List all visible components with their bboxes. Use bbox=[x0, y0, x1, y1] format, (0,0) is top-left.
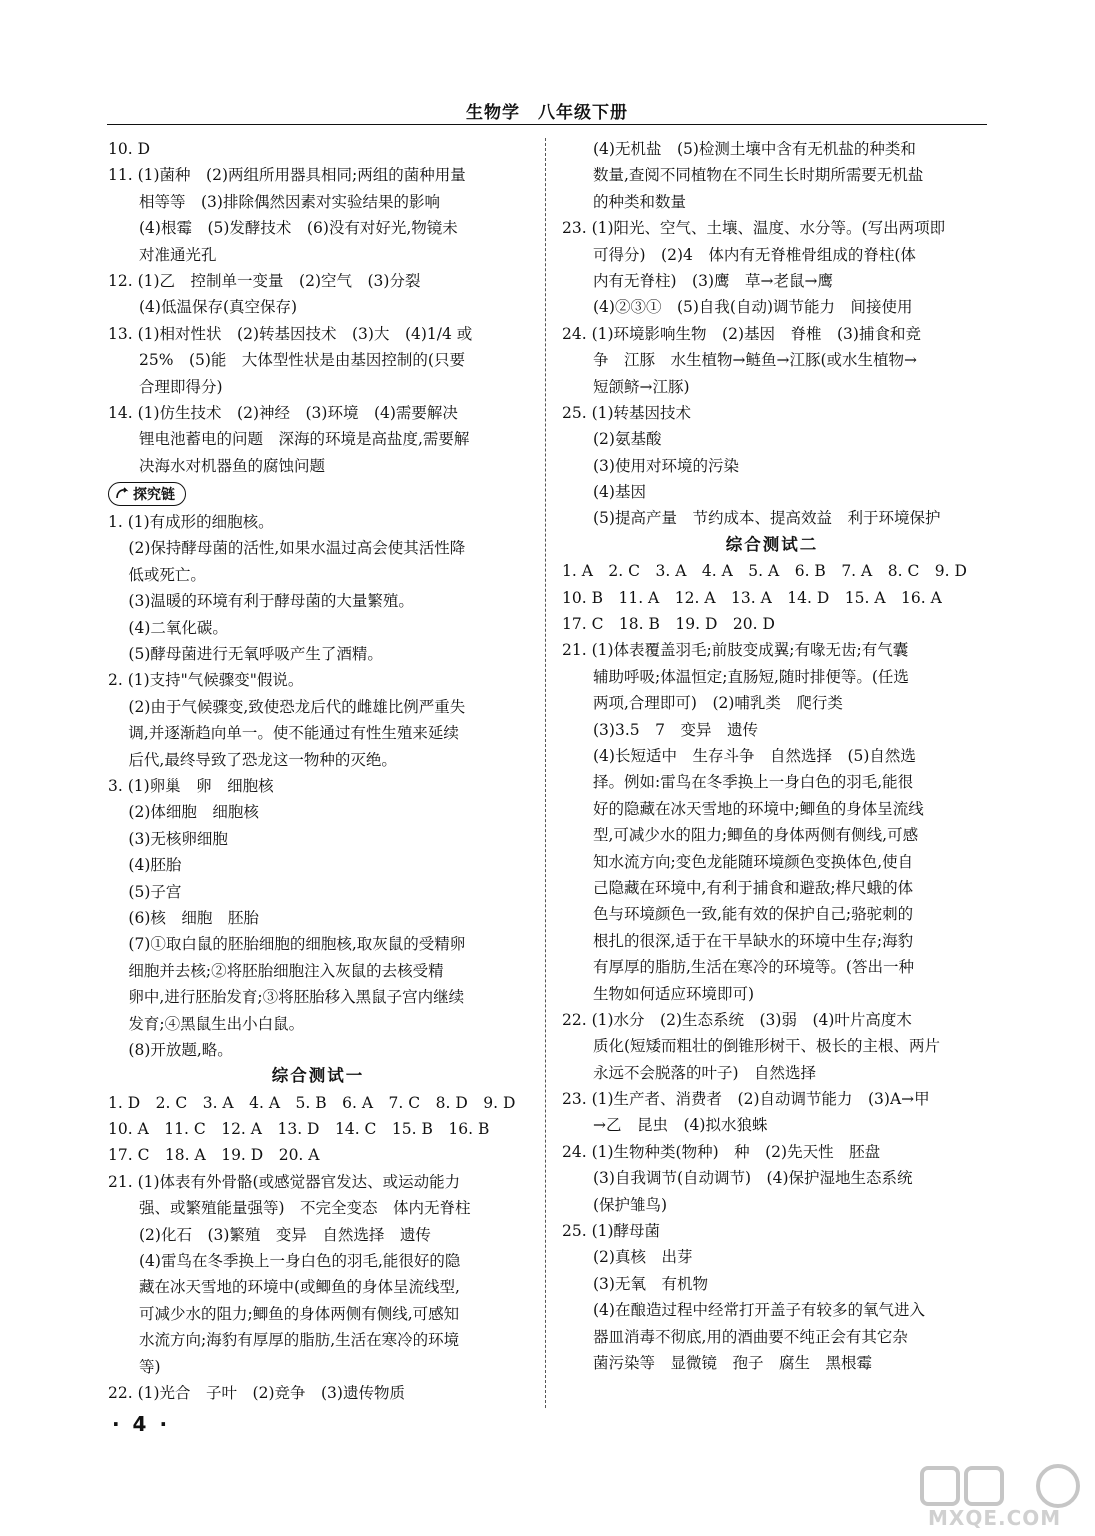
left-column bbox=[108, 136, 528, 1406]
answer-line: 的种类和数量 bbox=[562, 192, 687, 211]
answer-line: 21. (1)体表覆盖羽毛;前肢变成翼;有喙无齿;有气囊 bbox=[562, 641, 909, 660]
answer-line: 22. (1)水分 (2)生态系统 (3)弱 (4)叶片高度木 bbox=[562, 1010, 912, 1029]
answer-line: (3)无氧 有机物 bbox=[562, 1274, 708, 1293]
section-title-test-1: 综合测试一 bbox=[271, 1066, 365, 1086]
answer-line: (3)无核卵细胞 bbox=[108, 829, 228, 848]
test-1-answers bbox=[108, 1090, 528, 1407]
answer-line: 10. B 11. A 12. A 13. A 14. D 15. A 16. A bbox=[562, 588, 942, 607]
explore-chain-badge bbox=[108, 482, 186, 506]
answer-line: 发育;④黑鼠生出小白鼠。 bbox=[108, 1014, 305, 1033]
answer-line: (5)酵母菌进行无氧呼吸产生了酒精。 bbox=[108, 645, 383, 664]
explore-chain-icon bbox=[115, 487, 129, 501]
answer-line: (4)胚胎 bbox=[108, 856, 182, 875]
column-divider bbox=[545, 138, 546, 1408]
answer-line: (4)基因 bbox=[562, 483, 646, 502]
answer-line: (3)3.5 7 变异 遗传 bbox=[562, 720, 758, 739]
answer-line: 器皿消毒不彻底,用的酒曲要不纯正会有其它杂 bbox=[562, 1327, 908, 1346]
answer-line: 1. (1)有成形的细胞核。 bbox=[108, 513, 274, 532]
answer-line: 10. D bbox=[108, 140, 151, 158]
answer-line: 25% (5)能 大体型性状是由基因控制的(只要 bbox=[108, 351, 465, 370]
answer-line: 对准通光孔 bbox=[108, 245, 217, 264]
answer-line: 24. (1)环境影响生物 (2)基因 脊椎 (3)捕食和竞 bbox=[562, 324, 921, 343]
answer-line: 永远不会脱落的叶子) 自然选择 bbox=[562, 1063, 817, 1082]
answer-line: 水流方向;海豹有厚厚的脂肪,生活在寒冷的环境 bbox=[108, 1331, 460, 1350]
answer-line: 辅助呼吸;体温恒定;直肠短,随时排便等。(任选 bbox=[562, 667, 909, 686]
answer-line: 决海水对机器鱼的腐蚀问题 bbox=[108, 456, 326, 475]
answer-line: 色与环境颜色一致,能有效的保护自己;骆驼刺的 bbox=[562, 905, 914, 924]
answer-line: 可得分) (2)4 体内有无脊椎骨组成的脊柱(体 bbox=[562, 245, 916, 264]
answer-line: 有厚厚的脂肪,生活在寒冷的环境等。(答出一种 bbox=[562, 958, 914, 977]
answer-line: (5)子宫 bbox=[108, 882, 182, 901]
answer-line: 25. (1)酵母菌 bbox=[562, 1222, 661, 1241]
explore-chain-row bbox=[108, 479, 528, 509]
answer-line: 根扎的很深,适于在干旱缺水的环境中生存;海豹 bbox=[562, 931, 914, 950]
answer-line: (保护雏鸟) bbox=[562, 1195, 668, 1214]
answer-line: 22. (1)光合 子叶 (2)竞争 (3)遗传物质 bbox=[108, 1383, 405, 1402]
header-rule bbox=[107, 124, 987, 125]
answer-line: (2)体细胞 细胞核 bbox=[108, 803, 259, 822]
answer-line: (8)开放题,略。 bbox=[108, 1040, 233, 1059]
explore-chain-answers bbox=[108, 509, 528, 1063]
answer-line: (2)保持酵母菌的活性,如果水温过高会使其活性降 bbox=[108, 539, 466, 558]
answer-line: 生物如何适应环境即可) bbox=[562, 984, 755, 1003]
answer-line: (3)使用对环境的污染 bbox=[562, 456, 739, 475]
answer-line: 后代,最终导致了恐龙这一物种的灭绝。 bbox=[108, 750, 397, 769]
page-number: · 4 · bbox=[112, 1412, 171, 1436]
answer-line: 质化(短矮而粗壮的倒锥形树干、极长的主根、两片 bbox=[562, 1037, 941, 1056]
page-header bbox=[107, 92, 987, 126]
answer-line: (2)氨基酸 bbox=[562, 430, 662, 449]
answer-line: 低或死亡。 bbox=[108, 565, 206, 584]
answer-line: 数量,查阅不同植物在不同生长时期所需要无机盐 bbox=[562, 166, 924, 185]
answer-line: 等) bbox=[108, 1357, 161, 1376]
answer-line: 调,并逐渐趋向单一。使不能通过有性生殖来延续 bbox=[108, 724, 459, 743]
answer-line: 己隐藏在环境中,有利于捕食和避敌;桦尺蛾的体 bbox=[562, 878, 914, 897]
answer-line: (6)核 细胞 胚胎 bbox=[108, 908, 259, 927]
answer-line: 短颌鲚→江豚) bbox=[562, 377, 690, 396]
answer-line: 两项,合理即可) (2)哺乳类 爬行类 bbox=[562, 694, 843, 713]
answer-line: 卵中,进行胚胎发育;③将胚胎移入黑鼠子宫内继续 bbox=[108, 988, 465, 1007]
answer-line: (2)由于气候骤变,致使恐龙后代的雌雄比例严重失 bbox=[108, 697, 466, 716]
watermark-icon bbox=[918, 1462, 1088, 1510]
answer-line: 细胞并去核;②将胚胎细胞注入灰鼠的去核受精 bbox=[108, 961, 444, 980]
answer-line: (2)化石 (3)繁殖 变异 自然选择 遗传 bbox=[108, 1225, 431, 1244]
answer-line: (3)自我调节(自动调节) (4)保护湿地生态系统 bbox=[562, 1169, 913, 1188]
answer-line: 3. (1)卵巢 卵 细胞核 bbox=[108, 776, 274, 795]
right-column bbox=[562, 136, 982, 1376]
answer-line: 21. (1)体表有外骨骼(或感觉器官发达、或运动能力 bbox=[108, 1172, 461, 1191]
header-title: 生物学 八年级下册 bbox=[466, 103, 628, 123]
answer-line: 25. (1)转基因技术 bbox=[562, 403, 692, 422]
answer-line: 内有无脊柱) (3)鹰 草→老鼠→鹰 bbox=[562, 271, 833, 290]
section-title-test-2: 综合测试二 bbox=[725, 534, 819, 554]
answer-line: 藏在冰天雪地的环境中(或鲫鱼的身体呈流线型, bbox=[108, 1278, 460, 1297]
answer-line: 强、或繁殖能量强等) 不完全变态 体内无脊柱 bbox=[108, 1199, 471, 1218]
answers-block-continued bbox=[562, 136, 982, 532]
answer-line: 17. C 18. A 19. D 20. A bbox=[108, 1146, 320, 1165]
answer-line: 12. (1)乙 控制单一变量 (2)空气 (3)分裂 bbox=[108, 271, 421, 290]
answer-line: 24. (1)生物种类(物种) 种 (2)先天性 胚盘 bbox=[562, 1142, 881, 1161]
answer-line: 13. (1)相对性状 (2)转基因技术 (3)大 (4)1/4 或 bbox=[108, 324, 473, 343]
answer-line: (2)真核 出芽 bbox=[562, 1248, 693, 1267]
answer-line: 17. C 18. B 19. D 20. D bbox=[562, 615, 775, 634]
answer-line: (4)②③① (5)自我(自动)调节能力 间接使用 bbox=[562, 298, 913, 317]
answer-line: 14. (1)仿生技术 (2)神经 (3)环境 (4)需要解决 bbox=[108, 403, 458, 422]
answer-line: (7)①取白鼠的胚胎细胞的细胞核,取灰鼠的受精卵 bbox=[108, 935, 466, 954]
answer-line: (4)根霉 (5)发酵技术 (6)没有对好光,物镜未 bbox=[108, 219, 458, 238]
answer-line: 好的隐藏在冰天雪地的环境中;鲫鱼的身体呈流线 bbox=[562, 799, 924, 818]
answer-line: (4)低温保存(真空保存) bbox=[108, 298, 298, 317]
answer-line: (5)提高产量 节约成本、提高效益 利于环境保护 bbox=[562, 509, 941, 528]
answer-line: 10. A 11. C 12. A 13. D 14. C 15. B 16. B bbox=[108, 1120, 490, 1139]
answer-line: 可减少水的阻力;鲫鱼的身体两侧有侧线,可感知 bbox=[108, 1304, 460, 1323]
answer-line: 11. (1)菌种 (2)两组所用器具相同;两组的菌种用量 bbox=[108, 166, 466, 185]
answer-line: 2. (1)支持"气候骤变"假说。 bbox=[108, 671, 304, 690]
answer-line: (4)在酿造过程中经常打开盖子有较多的氧气进入 bbox=[562, 1301, 925, 1320]
test-2-answers bbox=[562, 558, 982, 1376]
answer-line: →乙 昆虫 (4)拟水狼蛛 bbox=[562, 1116, 768, 1135]
watermark-text: MXQE.COM bbox=[928, 1506, 1062, 1530]
answer-line: 相等等 (3)排除偶然因素对实验结果的影响 bbox=[108, 192, 440, 211]
answer-line: 1. D 2. C 3. A 4. A 5. B 6. A 7. C 8. D 9. D bbox=[108, 1093, 516, 1112]
answer-line: 知水流方向;变色龙能随环境颜色变换体色,使自 bbox=[562, 852, 914, 871]
watermark-logo bbox=[918, 1462, 1088, 1532]
answer-line: 型,可减少水的阻力;鲫鱼的身体两侧有侧线,可感 bbox=[562, 826, 919, 845]
answers-block-a bbox=[108, 136, 528, 479]
answer-line: 争 江豚 水生植物→鲢鱼→江豚(或水生植物→ bbox=[562, 351, 918, 370]
answer-line: (4)雷鸟在冬季换上一身白色的羽毛,能很好的隐 bbox=[108, 1252, 461, 1271]
answer-line: (4)无机盐 (5)检测土壤中含有无机盐的种类和 bbox=[562, 140, 916, 158]
answer-line: 23. (1)阳光、空气、土壤、温度、水分等。(写出两项即 bbox=[562, 219, 946, 238]
answer-line: 合理即得分) bbox=[108, 377, 223, 396]
explore-chain-label: 探究链 bbox=[133, 487, 175, 504]
answer-line: (4)长短适中 生存斗争 自然选择 (5)自然选 bbox=[562, 746, 916, 765]
answer-line: 择。例如:雷鸟在冬季换上一身白色的羽毛,能很 bbox=[562, 773, 914, 792]
answer-line: 菌污染等 显微镜 孢子 腐生 黑根霉 bbox=[562, 1353, 873, 1372]
answer-line: 锂电池蓄电的问题 深海的环境是高盐度,需要解 bbox=[108, 430, 470, 449]
answer-line: 23. (1)生产者、消费者 (2)自动调节能力 (3)A→甲 bbox=[562, 1090, 930, 1109]
answer-line: (4)二氧化碳。 bbox=[108, 618, 228, 637]
answer-line: (3)温暖的环境有利于酵母菌的大量繁殖。 bbox=[108, 592, 414, 611]
answer-line: 1. A 2. C 3. A 4. A 5. A 6. B 7. A 8. C 9. D bbox=[562, 562, 967, 581]
